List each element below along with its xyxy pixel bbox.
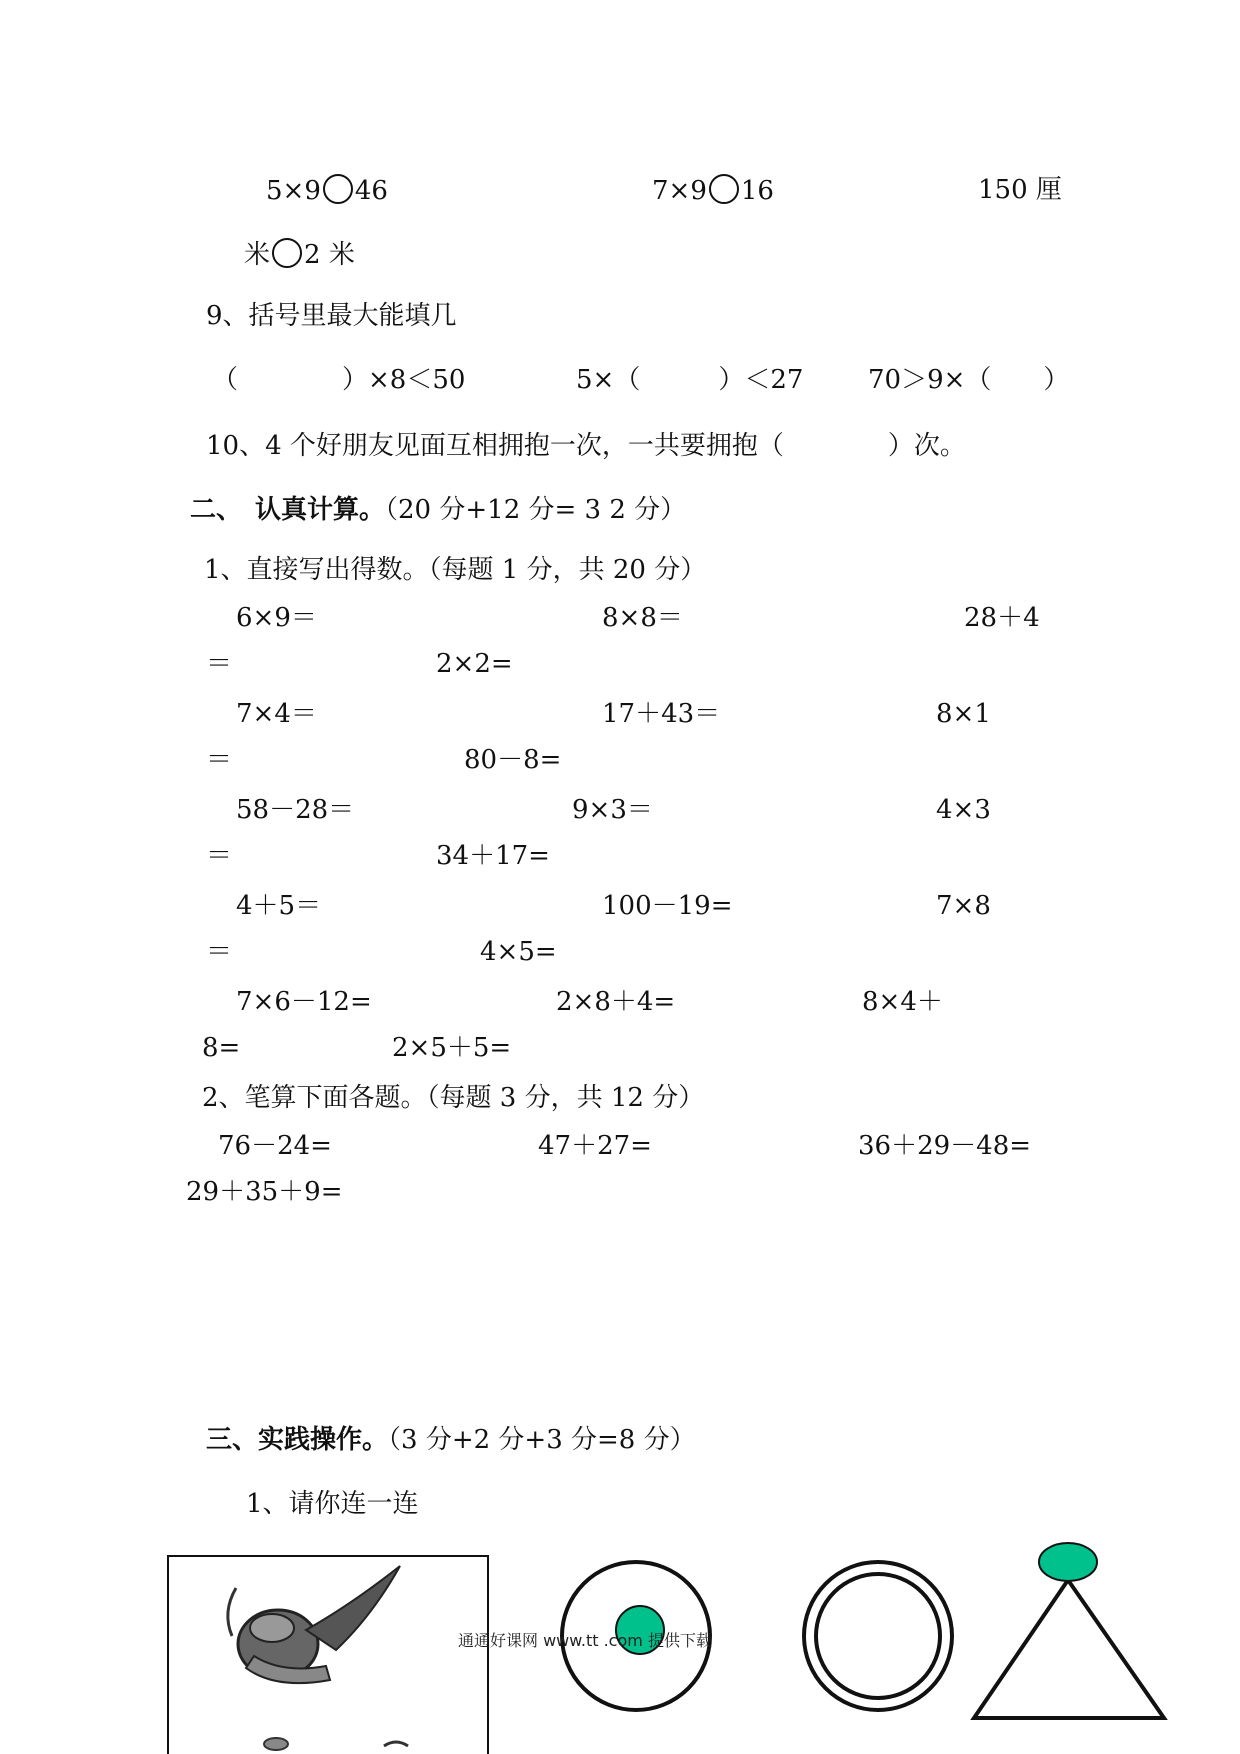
q9-title: 9、括号里最大能填几 [206,301,457,331]
calc-r2-d: 80－8= [464,745,562,775]
calc-r2-a: 7×4＝ [236,699,317,729]
cone-green-top [1039,1543,1097,1581]
section3-sub1: 1、请你连一连 [246,1489,419,1519]
section3-heading: 三、实践操作。 [206,1425,389,1455]
written-a: 76－24= [218,1131,332,1161]
footer-watermark: 通通好课网 www.tt .com 提供下载 [458,1631,712,1650]
double-circle-inner [816,1574,940,1698]
compare-2-left: 7×9 [652,176,707,206]
written-d: 29＋35＋9= [186,1177,343,1207]
calc-r4-a: 4＋5＝ [236,891,322,921]
section2-sub1: 1、直接写出得数。（每题 1 分，共 20 分） [204,555,707,585]
calc-r4-d: 4×5= [480,937,557,967]
calc-r5-d: 2×5＋5= [392,1033,512,1063]
compare-2-right: 16 [740,176,774,206]
calc-r3-a: 58－28＝ [236,795,355,825]
calc-r2-c1: 8×1 [936,699,991,729]
calc-r1-c2: ＝ [206,649,233,679]
calc-r1-b: 8×8＝ [602,603,683,633]
cone-triangle [974,1580,1164,1718]
compare-1-left: 5×9 [266,176,321,206]
picture-frame [168,1556,488,1754]
q10-text: 10、4 个好朋友见面互相拥抱一次，一共要拥抱（ ）次。 [206,431,966,461]
calc-r4-c2: ＝ [206,937,233,967]
compare-3-right: 2 米 [304,240,355,270]
q9-expr-2: 5×（ ）＜27 [576,365,804,395]
calc-r3-c1: 4×3 [936,795,991,825]
q9-expr-3: 70＞9×（ ） [868,365,1070,395]
calc-r5-a: 7×6－12= [236,987,372,1017]
calc-r3-c2: ＝ [206,841,233,871]
compare-3-left-part2: 米 [244,240,271,270]
calc-r1-d: 2×2= [436,649,513,679]
calc-r5-c2: 8= [202,1033,241,1063]
written-b: 47＋27= [538,1131,652,1161]
calc-r1-c1: 28＋4 [964,603,1040,633]
calc-r3-b: 9×3＝ [572,795,653,825]
calc-r2-c2: ＝ [206,745,233,775]
compare-1-right: 46 [354,176,388,206]
calc-r3-d: 34＋17= [436,841,550,871]
compare-3-left-part1: 150 厘 [978,175,1062,205]
calc-r2-b: 17＋43＝ [602,699,721,729]
calc-r4-b: 100－19= [602,891,733,921]
written-c: 36＋29－48= [858,1131,1032,1161]
calc-r4-c1: 7×8 [936,891,991,921]
calc-r1-a: 6×9＝ [236,603,317,633]
spinning-top-illustration [228,1566,408,1750]
calc-r5-b: 2×8＋4= [556,987,676,1017]
double-circle-outer [804,1562,952,1710]
calc-r5-c1: 8×4＋ [862,987,943,1017]
section2-sub2: 2、笔算下面各题。（每题 3 分，共 12 分） [202,1083,705,1113]
section2-heading: 二、 认真计算。 [190,495,386,525]
section2-score: （20 分+12 分= 3 2 分） [385,495,687,525]
q9-expr-1: （ ）×8＜50 [212,365,466,395]
section3-score: （3 分+2 分+3 分=8 分） [388,1425,696,1455]
